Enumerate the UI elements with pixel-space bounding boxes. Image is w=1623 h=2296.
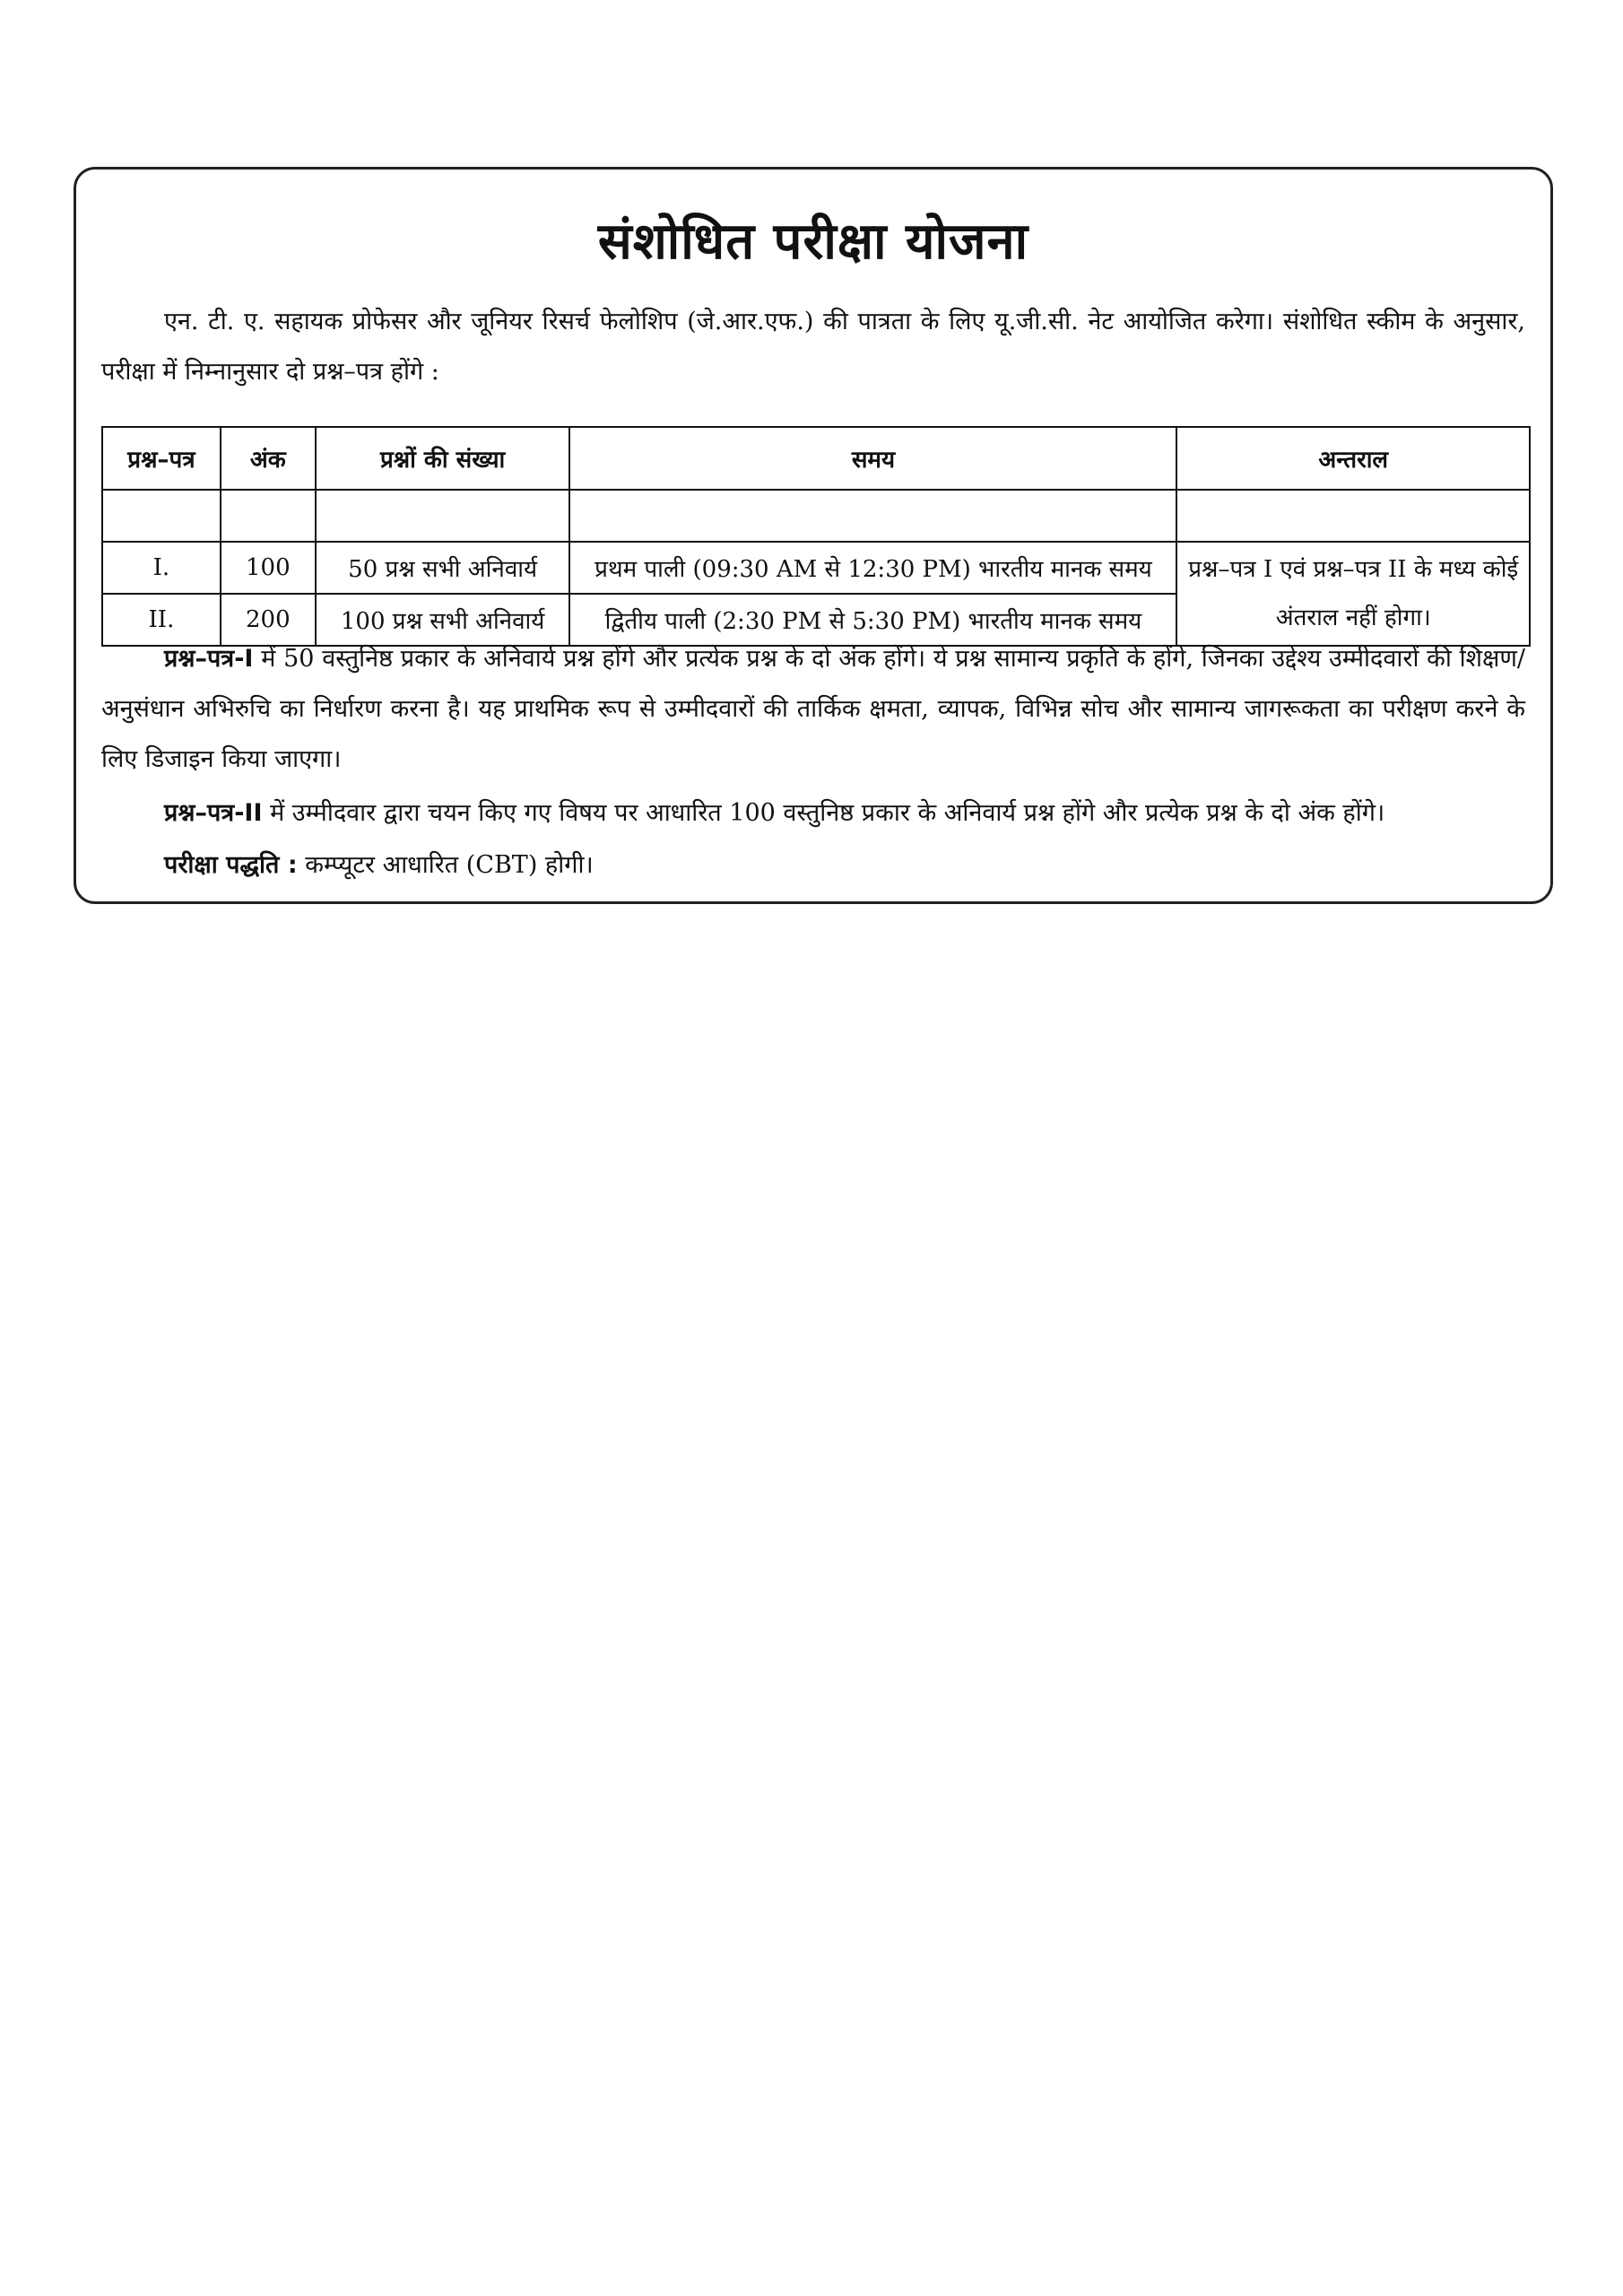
marks-cell: 200 bbox=[221, 594, 316, 646]
header-time: समय bbox=[569, 427, 1176, 490]
time-cell: द्वितीय पाली (2:30 PM से 5:30 PM) भारतीय मानक समय bbox=[569, 594, 1176, 646]
paper1-paragraph bbox=[101, 634, 1525, 785]
header-questions: प्रश्नों की संख्या bbox=[316, 427, 570, 490]
questions-cell: 50 प्रश्न सभी अनिवार्य bbox=[316, 542, 570, 594]
paper1-text: में 50 वस्तुनिष्ठ प्रकार के अनिवार्य प्रश्न होंगे और प्रत्येक प्रश्न के दो अंक होंगे। ये प्रश्न सामान्य प्रकृति के होंगे, जिनका उद्देश्य उम्मीदवारों की शिक्षण/अनुसंधान अभिरुचि का निर्धारण करना है। यह प्राथमिक रूप से उम्मीदवारों की तार्किक क्षमता, व्यापक, विभिन्न सोच और सामान्य जागरूकता का परीक्षण करने के लिए डिजाइन किया जाएगा। bbox=[101, 645, 1525, 773]
exam-mode-label: परीक्षा पद्धति : bbox=[164, 851, 298, 879]
header-gap: अन्तराल bbox=[1176, 427, 1530, 490]
exam-scheme-table bbox=[101, 426, 1531, 647]
marks-cell: 100 bbox=[221, 542, 316, 594]
table-header-row bbox=[102, 427, 1530, 490]
table-row bbox=[102, 542, 1530, 594]
paper1-label: प्रश्न–पत्र-I bbox=[164, 645, 254, 673]
questions-cell: 100 प्रश्न सभी अनिवार्य bbox=[316, 594, 570, 646]
exam-scheme-box bbox=[74, 167, 1553, 904]
header-paper: प्रश्न–पत्र bbox=[102, 427, 221, 490]
paper2-label: प्रश्न–पत्र-II bbox=[164, 799, 263, 827]
paper-cell: II. bbox=[102, 594, 221, 646]
page-title: संशोधित परीक्षा योजना bbox=[597, 213, 1029, 271]
spacer-row bbox=[102, 490, 1530, 542]
intro-paragraph: एन. टी. ए. सहायक प्रोफेसर और जूनियर रिसर्च फेलोशिप (जे.आर.एफ.) की पात्रता के लिए यू.जी.सी. नेट आयोजित करेगा। संशोधित स्कीम के अनुसार, परीक्षा में निम्नानुसार दो प्रश्न–पत्र होंगे : bbox=[101, 308, 1525, 386]
header-marks: अंक bbox=[221, 427, 316, 490]
paper2-text: में उम्मीदवार द्वारा चयन किए गए विषय पर आधारित 100 वस्तुनिष्ठ प्रकार के अनिवार्य प्रश्न होंगे और प्रत्येक प्रश्न के दो अंक होंगे। bbox=[262, 799, 1385, 827]
gap-cell: प्रश्न–पत्र I एवं प्रश्न–पत्र II के मध्य कोई अंतराल नहीं होगा। bbox=[1176, 542, 1530, 646]
exam-mode-paragraph bbox=[101, 840, 1525, 891]
paper2-paragraph bbox=[101, 788, 1525, 839]
time-cell: प्रथम पाली (09:30 AM से 12:30 PM) भारतीय मानक समय bbox=[569, 542, 1176, 594]
exam-mode-text: कम्प्यूटर आधारित (CBT) होगी। bbox=[297, 851, 594, 879]
paper-cell: I. bbox=[102, 542, 221, 594]
